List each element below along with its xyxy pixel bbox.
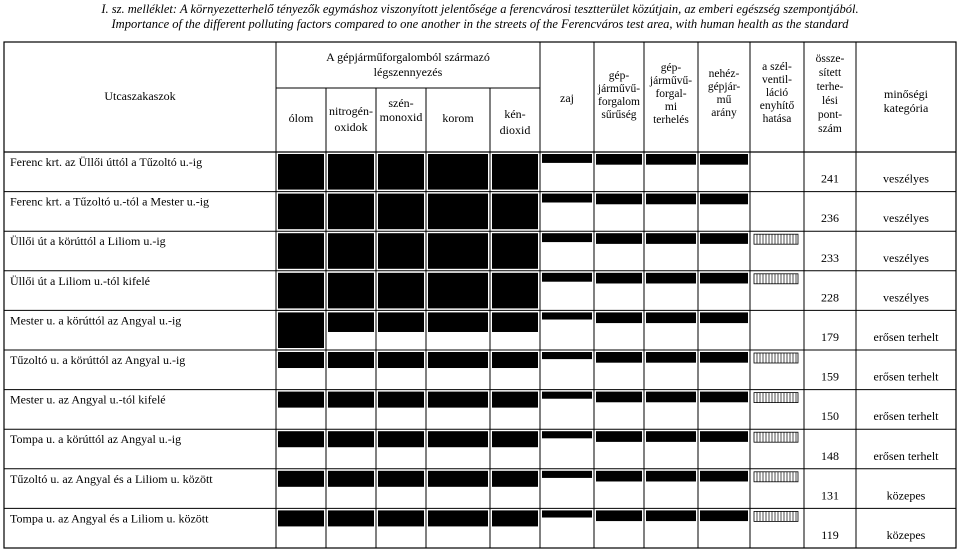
street-segment-label: Mester u. az Angyal u.-tól kifelé	[10, 392, 166, 407]
total-score-header: szám	[818, 123, 842, 135]
total-score-value: 159	[821, 369, 839, 384]
bar-nox	[328, 312, 374, 332]
total-score-header: lési	[822, 95, 838, 107]
bar-noise	[542, 312, 592, 319]
quality-category-value: erősen terhelt	[873, 409, 939, 424]
bar-lead	[278, 233, 324, 269]
total-score-value: 150	[821, 409, 839, 424]
bar-noise	[542, 154, 592, 163]
wind-ventilation-header: ventil-	[761, 74, 793, 86]
bar-noise	[542, 510, 592, 517]
traffic-load-header: forgal-	[655, 88, 687, 100]
bar-load	[646, 392, 696, 403]
street-segment-label: Üllői út a körúttól a Liliom u.-ig	[10, 234, 166, 249]
noise-header: zaj	[560, 91, 574, 105]
bar-nox	[328, 154, 374, 190]
bar-lead	[278, 392, 324, 408]
bar-so2	[492, 352, 538, 368]
traffic-load-header: gép-	[660, 62, 682, 74]
wind-effect-bar	[754, 393, 798, 403]
total-score-value: 228	[821, 290, 839, 305]
street-segment-label: Ferenc krt. a Tűzoltó u.-tól a Mester u.-ig	[10, 194, 210, 209]
soot-header: korom	[442, 111, 474, 125]
bar-soot	[428, 154, 488, 190]
bar-nox	[328, 194, 374, 230]
wind-ventilation-header: hatása	[762, 113, 792, 125]
total-score-header: sített	[818, 67, 842, 79]
bar-so2	[492, 233, 538, 269]
bar-load	[646, 194, 696, 205]
bar-co	[378, 312, 424, 332]
bar-soot	[428, 510, 488, 526]
bar-so2	[492, 392, 538, 408]
so2-header: dioxid	[499, 123, 531, 137]
bar-heavy	[700, 471, 748, 482]
bar-load	[646, 471, 696, 482]
street-segment-label: Üllői út a Liliom u.-tól kifelé	[10, 273, 150, 288]
traffic-density-header: gép-	[608, 70, 630, 82]
bar-soot	[428, 194, 488, 230]
bar-soot	[428, 273, 488, 309]
wind-effect-bar	[754, 234, 798, 244]
bar-co	[378, 352, 424, 368]
caption-hungarian: I. sz. melléklet: A környezetterhelő tényezők egymáshoz viszonyított jelentősége a ferencvárosi tesztterület közútjain, az emberi egészség szempontjából.	[101, 2, 859, 16]
bar-so2	[492, 273, 538, 309]
bar-co	[378, 233, 424, 269]
total-score-header: össze-	[815, 53, 845, 65]
heavy-vehicle-header: mű	[716, 94, 732, 106]
bar-density	[596, 233, 642, 244]
bar-heavy	[700, 431, 748, 442]
bar-lead	[278, 510, 324, 526]
bar-noise	[542, 431, 592, 438]
bar-density	[596, 471, 642, 482]
bar-nox	[328, 471, 374, 487]
bar-noise	[542, 233, 592, 242]
bar-so2	[492, 312, 538, 332]
bar-density	[596, 273, 642, 284]
bar-density	[596, 392, 642, 403]
bar-heavy	[700, 233, 748, 244]
total-score-value: 131	[821, 488, 839, 503]
bar-heavy	[700, 194, 748, 205]
bar-co	[378, 194, 424, 230]
bar-soot	[428, 431, 488, 447]
heavy-vehicle-header: gépjár-	[707, 81, 741, 93]
bar-co	[378, 154, 424, 190]
bar-noise	[542, 471, 592, 478]
bar-lead	[278, 471, 324, 487]
bar-density	[596, 431, 642, 442]
bar-so2	[492, 510, 538, 526]
street-segment-label: Tűzoltó u. a körúttól az Angyal u.-ig	[10, 353, 186, 367]
quality-category-value: erősen terhelt	[873, 369, 939, 384]
wind-ventilation-header: enyhítő	[759, 100, 795, 112]
bar-load	[646, 233, 696, 244]
total-score-value: 148	[821, 448, 839, 463]
bar-heavy	[700, 312, 748, 323]
bar-density	[596, 154, 642, 165]
bar-noise	[542, 273, 592, 282]
street-segment-label: Ferenc krt. az Üllői úttól a Tűzoltó u.-ig	[10, 155, 203, 169]
quality-category-value: veszélyes	[883, 171, 929, 186]
bar-lead	[278, 312, 324, 348]
pollution-group-header: A gépjárműforgalomból származó	[326, 50, 490, 64]
traffic-density-header: sűrűség	[601, 109, 637, 121]
bar-so2	[492, 431, 538, 447]
quality-category-header: kategória	[883, 101, 929, 115]
bar-heavy	[700, 154, 748, 165]
wind-effect-bar	[754, 353, 798, 363]
bar-load	[646, 273, 696, 284]
quality-category-value: veszélyes	[883, 290, 929, 305]
bar-lead	[278, 352, 324, 368]
wind-effect-bar	[754, 274, 798, 284]
total-score-value: 233	[821, 250, 839, 265]
traffic-density-header: forgalom	[598, 96, 640, 108]
bar-nox	[328, 233, 374, 269]
traffic-load-header: járművű-	[649, 75, 693, 87]
bar-co	[378, 273, 424, 309]
bar-load	[646, 510, 696, 521]
bar-lead	[278, 194, 324, 230]
bar-lead	[278, 154, 324, 190]
bar-density	[596, 510, 642, 521]
bar-load	[646, 312, 696, 323]
wind-ventilation-header: láció	[765, 87, 789, 99]
caption-english: Importance of the different polluting factors compared to one another in the streets of the Ferencváros test area, with human health as the standard	[111, 17, 849, 31]
co-header: monoxid	[379, 110, 423, 124]
bar-lead	[278, 273, 324, 309]
total-score-value: 119	[821, 528, 839, 542]
bar-so2	[492, 194, 538, 230]
so2-header: kén-	[504, 107, 526, 121]
quality-category-value: veszélyes	[883, 211, 929, 226]
quality-category-value: erősen terhelt	[873, 330, 939, 344]
total-score-value: 236	[821, 211, 839, 226]
bar-load	[646, 431, 696, 442]
bar-co	[378, 392, 424, 408]
bar-soot	[428, 352, 488, 368]
heavy-vehicle-header: arány	[711, 107, 737, 119]
bar-soot	[428, 392, 488, 408]
lead-header: ólom	[288, 111, 314, 125]
bar-heavy	[700, 352, 748, 363]
bar-heavy	[700, 273, 748, 284]
quality-category-header: minőségi	[884, 87, 928, 101]
wind-effect-bar	[754, 511, 798, 521]
traffic-load-header: mi	[664, 101, 678, 113]
bar-noise	[542, 392, 592, 399]
bar-nox	[328, 510, 374, 526]
quality-category-value: közepes	[886, 488, 926, 503]
quality-category-value: közepes	[886, 528, 926, 542]
total-score-header: terhe-	[816, 81, 844, 93]
bar-so2	[492, 154, 538, 190]
bar-heavy	[700, 510, 748, 521]
street-segment-label: Tompa u. a körúttól az Angyal u.-ig	[10, 432, 182, 447]
pollution-group-header: légszennyezés	[373, 65, 443, 79]
nox-header: nitrogén-	[329, 104, 373, 118]
bar-load	[646, 154, 696, 165]
bar-nox	[328, 392, 374, 408]
co-header: szén-	[388, 96, 414, 110]
bar-noise	[542, 194, 592, 203]
bar-nox	[328, 273, 374, 309]
wind-ventilation-header: a szél-	[762, 61, 792, 73]
total-score-header: pont-	[817, 109, 843, 121]
bar-soot	[428, 471, 488, 487]
quality-category-value: erősen terhelt	[873, 448, 939, 463]
bar-soot	[428, 233, 488, 269]
bar-density	[596, 194, 642, 205]
street-column-header: Utcaszakaszok	[104, 89, 176, 103]
heavy-vehicle-header: nehéz-	[708, 68, 740, 80]
total-score-value: 241	[821, 171, 839, 186]
wind-effect-bar	[754, 432, 798, 442]
bar-lead	[278, 431, 324, 447]
street-segment-label: Tűzoltó u. az Angyal és a Liliom u. között	[10, 471, 213, 486]
nox-header: oxidok	[334, 120, 368, 134]
street-segment-label: Tompa u. az Angyal és a Liliom u. között	[10, 511, 209, 526]
bar-nox	[328, 352, 374, 368]
bar-load	[646, 352, 696, 363]
total-score-value: 179	[821, 330, 839, 344]
traffic-density-header: járművű-	[597, 83, 641, 95]
bar-nox	[328, 431, 374, 447]
bar-density	[596, 352, 642, 363]
bar-soot	[428, 312, 488, 332]
street-segment-label: Mester u. a körúttól az Angyal u.-ig	[10, 313, 182, 328]
quality-category-value: veszélyes	[883, 250, 929, 265]
bar-co	[378, 510, 424, 526]
bar-density	[596, 312, 642, 323]
bar-co	[378, 471, 424, 487]
bar-co	[378, 431, 424, 447]
wind-effect-bar	[754, 472, 798, 482]
traffic-load-header: terhelés	[653, 114, 689, 126]
bar-noise	[542, 352, 592, 359]
bar-so2	[492, 471, 538, 487]
bar-heavy	[700, 392, 748, 403]
